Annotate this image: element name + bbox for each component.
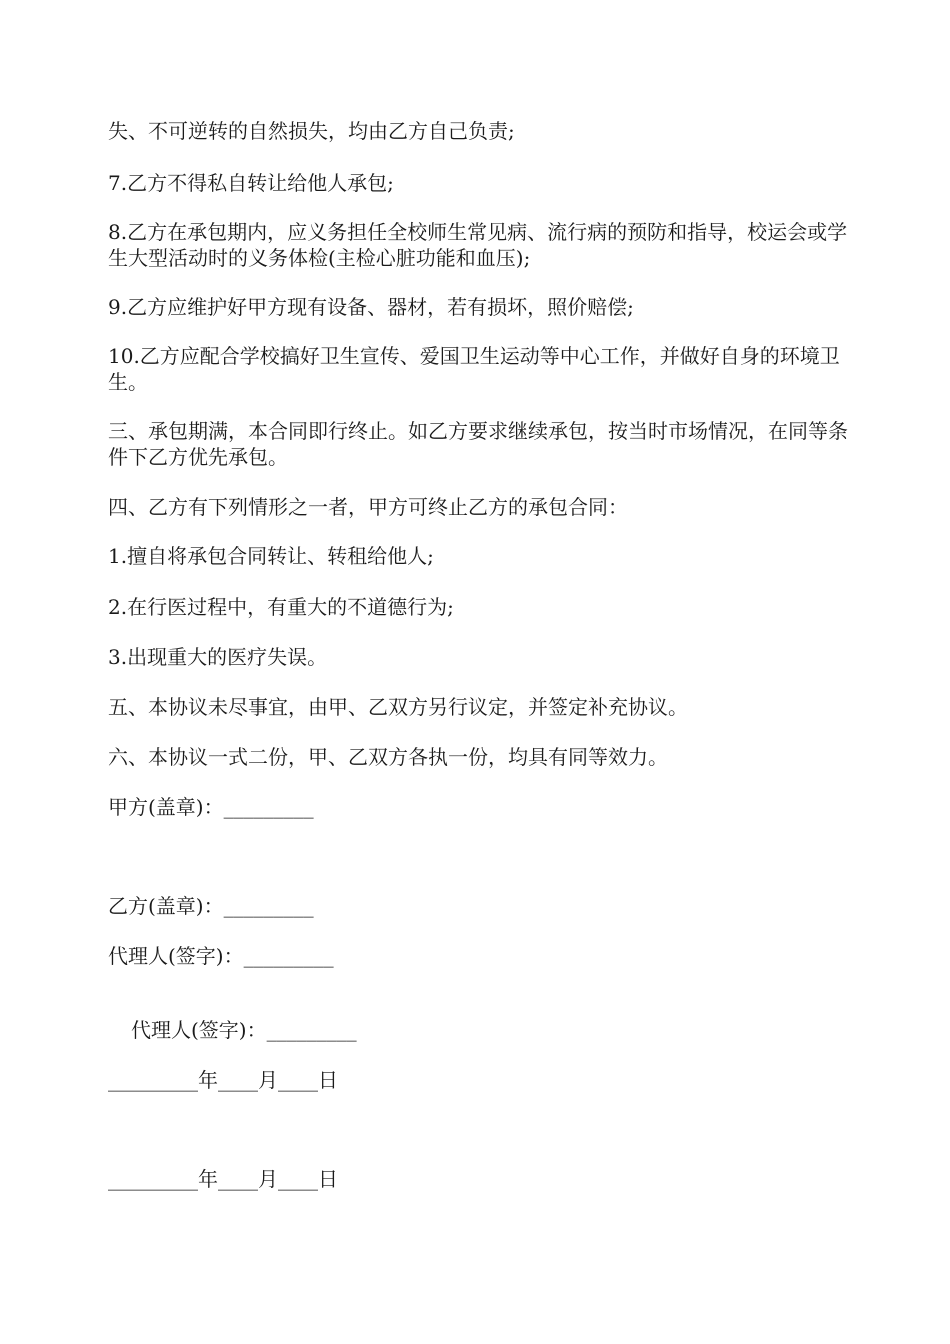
paragraph-section-5: 五、本协议未尽事宜，由甲、乙双方另行议定，并签定补充协议。 <box>108 695 688 719</box>
signature-party-b: 乙方(盖章)：_________ <box>108 894 314 918</box>
paragraph-section-3: 三、承包期满，本合同即行终止。如乙方要求继续承包，按当时市场情况，在同等条件下乙方优先承包。 <box>108 419 848 469</box>
paragraph-section-6: 六、本协议一式二份，甲、乙双方各执一份，均具有同等效力。 <box>108 745 668 769</box>
paragraph-item-9: 9.乙方应维护好甲方现有设备、器材，若有损坏，照价赔偿; <box>108 295 634 319</box>
paragraph-item-7: 7.乙方不得私自转让给他人承包; <box>108 171 394 195</box>
paragraph-termination-2: 2.在行医过程中，有重大的不道德行为; <box>108 595 454 619</box>
paragraph-termination-3: 3.出现重大的医疗失误。 <box>108 645 328 669</box>
paragraph-item-8: 8.乙方在承包期内，应义务担任全校师生常见病、流行病的预防和指导，校运会或学生大型活动时的义务体检(主检心脏功能和血压); <box>108 220 848 270</box>
signature-party-a: 甲方(盖章)：_________ <box>108 795 314 819</box>
paragraph-section-4: 四、乙方有下列情形之一者，甲方可终止乙方的承包合同： <box>108 495 628 519</box>
date-line-2: _________年____月____日 <box>108 1167 338 1191</box>
date-line-1: _________年____月____日 <box>108 1068 338 1092</box>
paragraph-loss-responsibility: 失、不可逆转的自然损失，均由乙方自己负责; <box>108 119 515 143</box>
paragraph-item-10: 10.乙方应配合学校搞好卫生宣传、爱国卫生运动等中心工作，并做好自身的环境卫生。 <box>108 344 840 394</box>
paragraph-termination-1: 1.擅自将承包合同转让、转租给他人; <box>108 544 434 568</box>
signature-agent-1: 代理人(签字)：_________ <box>108 944 334 968</box>
signature-agent-2: 代理人(签字)：_________ <box>131 1018 357 1042</box>
